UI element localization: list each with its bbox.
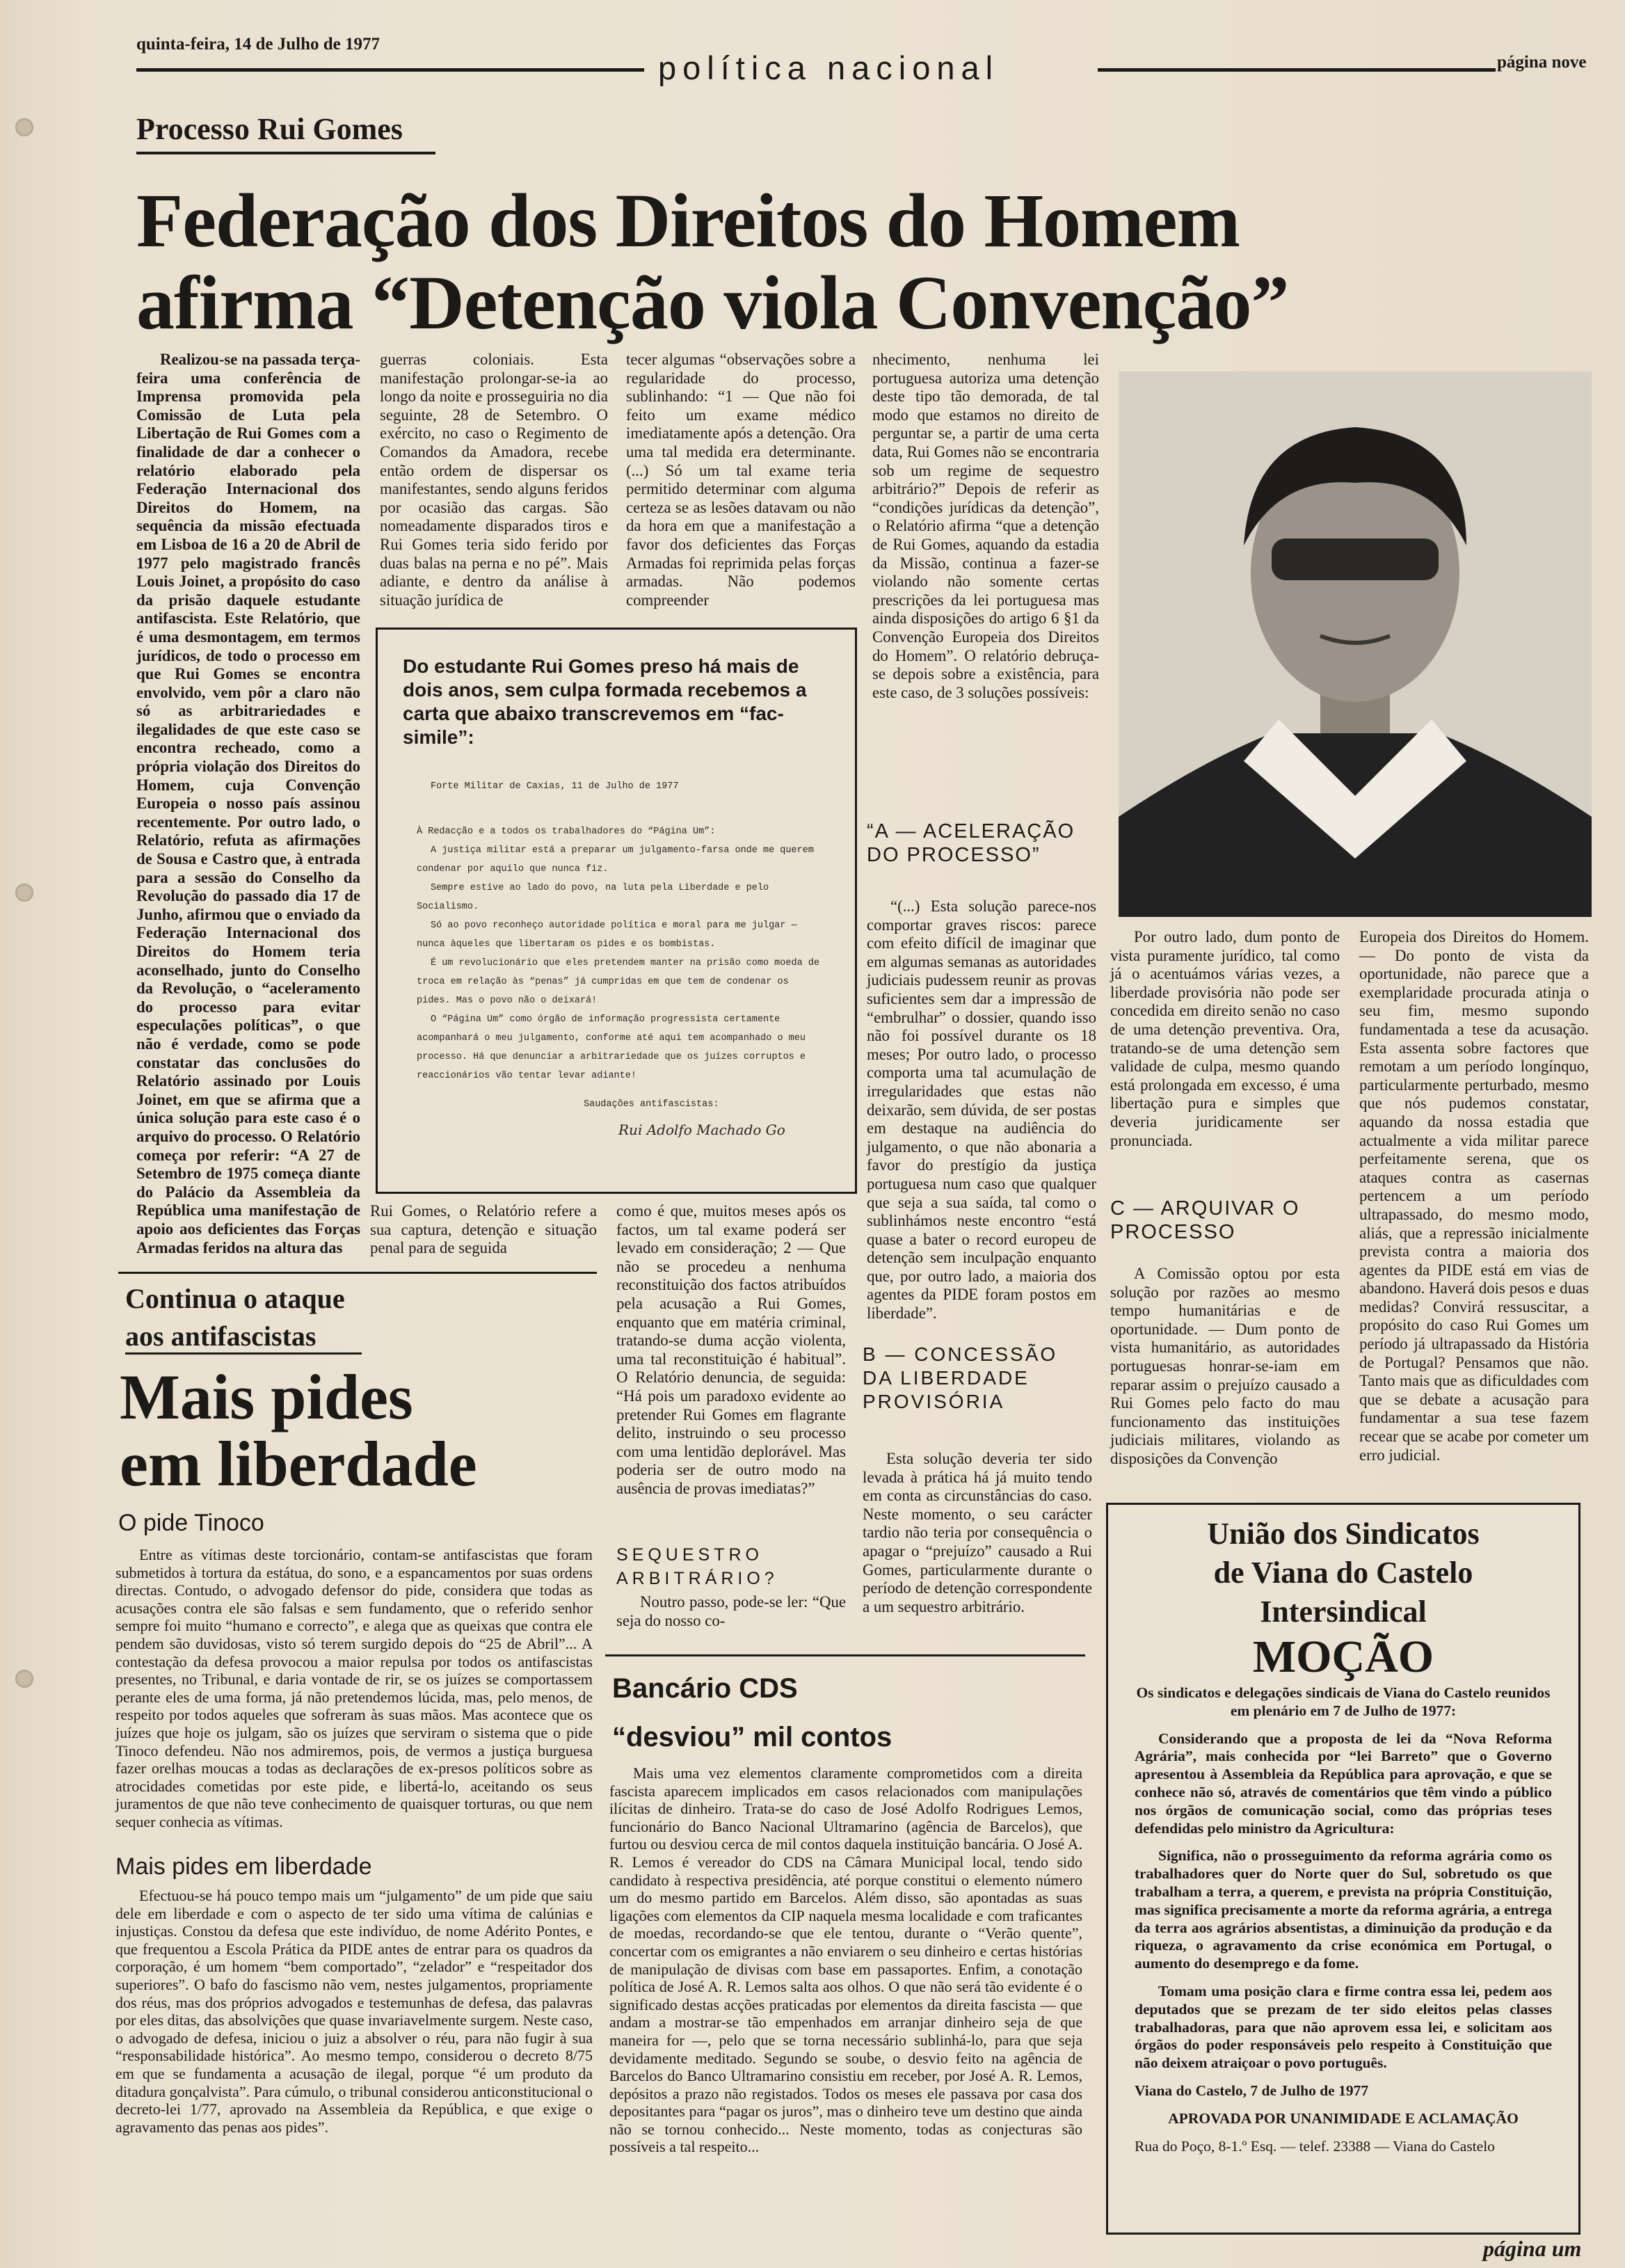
section-divider [605,1654,1085,1656]
mocao-para1: Considerando que a proposta de lei da “Nova Reforma Agrária”, mais conhecida por “lei Barreto” que o Governo apresentou à Assembleia da República para aprovação, e que se conhece não só, através de comentários que têm vindo a público nos órgãos de comunicação social, como das próprias teses defendidas pelo ministro da Agricultura: [1135,1730,1552,1837]
main-col3-top [626,351,856,615]
solution-b-heading: B — CONCESSÃO DA LIBERDADE PROVISÓRIA [863,1343,1058,1412]
letter-line: Só ao povo reconheço autoridade política e moral para me julgar — nunca àqueles que libertaram os pides e os bombistas. [417,920,797,950]
main-col1-text: Realizou-se na passada terça-feira uma conferência de Imprensa promovida pela Comissão de Luta pela Libertação de Rui Gomes com a finalidade de dar a conhecer o relatório elaborado pela Federação Internacional dos Direitos do Homem, na sequência da missão efectuada em Lisboa de 16 a 20 de Abril de 1977 pelo magistrado francês Louis Joinet, a propósito do caso da prisão daquele estudante antifascista. Este Relatório, que é uma desmontagem, em termos jurídicos, de todo o processo em que Rui Gomes se encontra envolvido, vem pôr a claro não só as arbitrariedades e ilegalidades de que este caso se encontra recheado, como a própria violação dos Direitos do Homem, cuja Convenção Europeia o nosso país assinou recentemente. Por outro lado, o Relatório, refuta as afirmações de Sousa e Castro que, à entrada para a sessão do Conselho da Revolução do passado dia 17 de Junho, afirmou que o enviado da Federação Internacional dos Direitos do Homem teria aconselhado, junto do Conselho da Revolução, o “aceleramento do processo para evitar especulações políticas”, o que não é verdade, como se pode constatar das conclusões do Relatório assinado por Louis Joinet, em que se afirma que a única solução para este caso é o arquivo do processo. O Relatório começa por referir: “A 27 de Setembro de 1975 começa diante do Palácio da Assembleia da República uma manifestação de apoio aos deficientes das Forças Armadas feridos na altura das [136,351,360,1256]
mocao-para2: Significa, não o prosseguimento da reforma agrária como os trabalhadores quer do Norte quer do Sul, sobretudo os que trabalham a terra, a querem, e prevista na própria Constituição, mas significa precisamente a morte da reforma agrária, a entrega da terra aos agrários absentistas, a diminuição da produção e da riqueza, o agravamento da crise económica em Portugal, o aumento do desemprego e da fome. [1135,1847,1552,1972]
sequestro-text [616,1593,846,1642]
letter-date: Forte Militar de Caxias, 11 de Julho de 1977 [431,781,679,792]
letter-box [376,628,857,1194]
pides-kicker-line2: aos antifascistas [125,1320,317,1352]
main-col2-bottom-text: Rui Gomes, o Relatório refere a sua captura, detenção e situação penal para de seguida [370,1202,597,1257]
section-divider [118,1272,597,1274]
section-title: política nacional [658,49,1000,86]
pides-text2-body: Efectuou-se há pouco tempo mais um “julgamento” de um pide que saiu dele em liberdade e com o aspecto de ter sido uma vítima de calúnias e injustiças. Constou da defesa que este indivíduo, de nome Adérito Pontes, e que frequentou a Escola Prática da PIDE antes de entrar para os quadros da corporação, é um homem “bem comportado”, “zelador” e “respeitador dos superiores”. O bafo do fascismo não vem, nestes julgamentos, propriamente dos réus, mas dos próprios advogados e testemunhas de defesa, das palavras por eles ditas, das absolvições que quase invariavelmente surgem. Neste caso, o advogado de defesa, iniciou o juiz a absolver o réu, para não fugir à sua “responsabilidade histórica”. Ao mesmo tempo, considerou o decreto 8/75 em que se fundamenta a acusação de ilegal, porque “é um produto da ditadura gonçalvista”. Para cúmulo, o tribunal considerou anticonstitucional o decreto-lei 1/77, aprovado na Assembleia da República, e que exige o agravamento das penas aos pides”. [115,1887,593,2136]
pides-headline-line1: Mais pides [120,1361,413,1432]
mocao-date: Viana do Castelo, 7 de Julho de 1977 [1135,2082,1369,2099]
main-col4-top [872,351,1099,758]
bancario-headline [612,1664,892,1762]
pides-headline [120,1361,477,1499]
main-headline [136,179,1288,344]
header-rule-left [136,68,644,72]
mocao-intro: Os sindicatos e delegações sindicais de Viana do Castelo reunidos em plenário em 7 de Julho de 1977: [1136,1684,1551,1719]
mocao-box [1106,1503,1580,2235]
main-col2-top [380,351,608,615]
main-col2-top-text: guerras coloniais. Esta manifestação prolongar-se-ia ao longo da noite e prosseguiria no dia seguinte, 28 de Setembro. O exército, no caso o Regimento de Comandos da Amadora, recebe então ordem de dispersar os manifestantes, sendo alguns feridos por ocasião das cargas. São nomeadamente disparados tiros e Rui Gomes teria sido ferido por duas balas na perna e no pé”. Mais adiante, e dentro da análise à situação jurídica de [380,351,608,609]
pides-sub2: Mais pides em liberdade [115,1853,372,1880]
mocao-title [1108,1515,1578,1683]
solution-a-heading: “A — ACELERAÇÃO DO PROCESSO” [867,820,1075,866]
mocao-address: Rua do Poço, 8-1.º Esq. — telef. 23388 — Viana do Castelo [1135,2137,1495,2155]
kicker-underline [136,152,435,154]
solution-b-body: Esta solução deveria ter sido levada à prática há já muito tendo em conta as circunstâncias do caso. Neste momento, o seu carácter tardio não teria por consequência o apagar o “prejuízo” causado a Rui Gomes, particularmente durante o período de detenção correspondente a um sequestro arbitrário. [863,1450,1092,1615]
letter-closing: Saudações antifascistas: [584,1099,719,1110]
main-headline-line1: Federação dos Direitos do Homem [136,178,1240,263]
sequestro-heading: SEQUESTRO ARBITRÁRIO? [616,1545,778,1588]
mocao-body [1135,1684,1552,2234]
bancario-text [609,1764,1082,2232]
mocao-approved: APROVADA POR UNANIMIDADE E ACLAMAÇÃO [1168,2109,1519,2127]
letter-line: O “Página Um” como órgão de informação progressista certamente acompanhará o meu julgamento, conforme até aqui tem acompanhado o meu processo. Há que denunciar a arbitrariedade que os juízes corruptos e reaccionários vão tentar levar adiante! [417,1014,806,1081]
main-kicker: Processo Rui Gomes [136,112,403,146]
bancario-headline-line1: Bancário CDS [612,1673,798,1704]
letter-line: Sempre estive ao lado do povo, na luta pela Liberdade e pelo Socialismo. [417,883,769,912]
solution-c-heading: C — ARQUIVAR O PROCESSO [1110,1197,1300,1243]
pides-text2 [115,1887,593,2229]
main-col5-mid-text: Por outro lado, dum ponto de vista puramente jurídico, tal como já o acentuámos várias vezes, a liberdade provisória não pode ser concedida em direito senão no caso de uma detenção preventiva. Ora, tratando-se de uma detenção sem validade de culpa, mesmo quando está prolongada em excesso, é uma libertação pura e simples que deveria juridicamente ser pronunciada. [1110,928,1340,1149]
letter-intro: Do estudante Rui Gomes preso há mais de dois anos, sem culpa formada recebemos a carta que abaixo transcrevemos em “fac-simile”: [403,655,807,748]
binder-hole [15,118,33,136]
main-col3-bottom [616,1202,846,1497]
bancario-text-body: Mais uma vez elementos claramente comprometidos com a direita fascista aparecem implicados em casos relacionados com manipulações ilícitas de dinheiro. Trata-se do caso de José Adolfo Rodrigues Lemos, funcionário do Banco Nacional Ultramarino (agência de Barcelos), que furtou ou desviou cerca de mil contos daquela instituição bancária. O José A. R. Lemos é vereador do CDS na Câmara Municipal local, tendo sido candidato à respectiva presidência, até porque constitui o elemento número um do mesmo partido em Barcelos. Além disso, são apontadas as suas ligações com elementos da CIP naquela mesma localidade e com traficantes de moedas, recordando-se que ele tentou, durante o “Verão quente”, concertar com os emigrantes a não enviarem o seu dinheiro e certas histórias de manipulação de divisas com base em passaportes. Enfim, a conotação política de José A. R. Lemos salta aos olhos. O que não será tão evidente é o significado destas acções praticadas por elementos da direita fascista — que andam a mostrar-se tão empenhados em arranjar dinheiro seja de que maneira for —, pelo que se torna necessário sublinhá-lo, para que seja devidamente meditado. Segundo se soube, o desvio feito na agência de Barcelos do Banco Ultramarino consistiu em receber, por José A. R. Lemos, depósitos a prazo não registados. Todos os meses ele passava por casa dos depositantes para “pagar os juros”, mas o dinheiro teve um destino que ainda não se tornou conhecido... Neste momento, todas as conjecturas são possíveis a tal respeito... [609,1764,1082,2156]
sequestro-text-body: Noutro passo, pode-se ler: “Que seja do nosso co- [616,1593,846,1629]
main-col6-text: Europeia dos Direitos do Homem. — Do ponto de vista da oportunidade, não parece que a exemplaridade procurada atinja o seu fim, mesmo supondo fundamentada a tese da acusação. Esta assenta sobre factores que remotam a um período longínquo, particularmente perturbado, mesmo que nós pudemos constatar, aquando da nossa estadia que actualmente a vida militar parece perfeitamente serena, que os ataques contra as casernas pertencem a um período ultrapassado, do mesmo modo, aliás, que a repressão inicialmente prevista contra a maioria dos agentes da PIDE está em vias de abandono. Haverá dois pesos e duas medidas? Convirá ressuscitar, a propósito do caso Rui Gomes um período já ultrapassado da História de Portugal? Pensamos que não. Tanto mais que as dificuldades com que se debate a acusação para fundamentar a sua tese fazem recear que se acabe por cometer um erro judicial. [1359,928,1589,1464]
binder-hole [15,1670,33,1688]
portrait-photo [1119,372,1592,917]
pides-headline-line2: em liberdade [120,1428,477,1499]
solution-a-text [867,897,1096,1323]
solution-c-text [1110,1265,1340,1501]
main-col5-mid [1110,928,1340,1149]
solution-c-body: A Comissão optou por esta solução por razões ao mesmo tempo humanitárias e de oportunidade. — Dum ponto de vista humanitário, as autoridades portuguesas honrar-se-iam em reparar assim o prejuízo causado a Rui Gomes pelo facto do mau funcionamento das instituições judiciais militares, violando as disposições da Convenção [1110,1265,1340,1467]
letter-facsimile [417,777,827,1174]
letter-line: A justiça militar está a preparar um julgamento-farsa onde me querem condenar por aquilo que nunca fiz. [417,845,814,875]
pides-text1 [115,1546,593,1852]
main-col3-top-text: tecer algumas “observações sobre a regularidade do processo, sublinhando: “1 — Que não foi feito um exame médico imediatamente após a detenção. Ora uma tal medida era determinante. (...) Só um tal exame teria permitido determinar com alguma certeza se as lesões datavam ou não da hora em que a manifestação a favor dos deficientes das Forças Armadas foi reprimida pelas forças armadas. Não podemos compreender [626,351,856,609]
main-headline-line2: afirma “Detenção viola Convenção” [136,260,1289,345]
letter-signature: Rui Adolfo Machado Go [618,1121,785,1138]
main-col6 [1359,928,1589,1528]
letter-line: À Redacção e a todos os trabalhadores do “Página Um”: [417,826,716,837]
header-rule-right [1098,68,1496,72]
main-col2-bottom [370,1202,597,1259]
pides-kicker-underline [125,1352,362,1355]
mocao-title-line2: de Viana do Castelo [1213,1556,1473,1590]
mocao-title-line3: Intersindical [1260,1595,1427,1629]
solution-b-text [863,1450,1092,1638]
mocao-title-line1: União dos Sindicatos [1207,1517,1480,1551]
pides-kicker [125,1280,345,1355]
main-col3-bottom-text: como é que, muitos meses após os factos, um tal exame poderá ser levado em consideração; 2 — Que não se procedeu a nenhuma reconstituição dos factos atribuídos pela acusação a Rui Gomes, enquanto que em matéria criminal, tratando-se duma acção violenta, uma tal reconstituição é habitual”. O Relatório denuncia, de seguida: “Há pois um paradoxo evidente ao pretender Rui Gomes em flagrante delito, instruindo o seu processo com uma lentidão deplorável. Mas poderia ser de outro modo na ausência de provas imediatas?” [616,1202,846,1497]
binder-hole [15,884,33,902]
portrait-svg [1119,372,1592,917]
footer-mark: página um [1483,2236,1582,2261]
solution-a-body: “(...) Esta solução parece-nos comportar graves riscos: parece com efeito difícil de imaginar que em algumas semanas as autoridades judiciais pudessem reunir as provas suficientes sem dar a impressão de “embrulhar” o dossier, quando isso não foi possível durante os 18 meses; Por outro lado, o processo comporta uma tal acumulação de irregularidades que estas não deixarão, sem dúvida, de ser postas em destaque na audiência do julgamento, o que não abonaria a favor do prestígio da justiça portuguesa num caso que qualquer que seja a sua saída, tal como o sublinhámos neste encontro “está quase a bater o record europeu de detenção sem inculpação enquanto que, por outro lado, a maioria dos agentes da PIDE foram postos em liberdade”. [867,897,1096,1323]
header-date: quinta-feira, 14 de Julho de 1977 [136,35,381,54]
pides-text1-body: Entre as vítimas deste torcionário, contam-se antifascistas que foram submetidos à tortura da estátua, do sono, e a espancamentos por suas ordens directas. Contudo, o advogado defensor do pide, considera que todas as acusações contra ele são falsas e sem fundamento, que o referido senhor sempre foi muito “humano e correcto”, e alega que as queixas que contra ele pendem são duvidosas, visto só terem surgido depois do “25 de Abril”... A contestação da defesa provocou a maior repulsa por todos os antifascistas presentes, no Tribunal, e daria vontade de rir, se os juízes se comportassem perante eles de uma forma, já não pretendemos lúcida, mas, pelo menos, de respeito por todos aqueles que sofreram às suas mãos. Mas acontece que os juízes que hoje os julgam, são os juízes que serviram o sistema que o pide Tinoco defendeu. Não nos admiremos, pois, de vermos a justiça burguesa fazer orelhas moucas a todas as declarações de ex-presos políticos sobre as atrocidades cometidas por este pide, e libertá-lo, aceitando os seus juramentos de que não teve conhecimento de quaisquer torturas, ou que nem sequer conhecia as vítimas. [115,1546,593,1830]
mocao-title-line4: MOÇÃO [1252,1631,1434,1682]
letter-line: É um revolucionário que eles pretendem manter na prisão como moeda de troca em relação às “penas” já cumpridas em que tem de condenar os pides. Mas o povo não o deixará! [417,958,819,1006]
bancario-headline-line2: “desviou” mil contos [612,1722,892,1752]
mocao-para3: Tomam uma posição clara e firme contra essa lei, pedem aos deputados que se prezam de ter sido eleitos pelas classes trabalhadoras, para que não aprovem essa lei, e solicitam aos órgãos do poder responsáveis pelo respeito à Constituição que não deixem atraiçoar o povo português. [1135,1982,1552,2072]
page-number: página nove [1497,53,1587,72]
main-col1 [136,351,360,1258]
main-col4-top-text: nhecimento, nenhuma lei portuguesa autoriza uma detenção deste tipo tão demorada, de tal modo que estamos no direito de perguntar se, a partir de uma certa data, Rui Gomes não se encontraria sob um regime de sequestro arbitrário?” Depois de referir as “condições jurídicas da detenção”, o Relatório afirma “que a detenção de Rui Gomes, aquando da estadia da Missão, continua a fazer-se violando não somente certas prescrições da lei portuguesa mas ainda disposições do artigo 6 §1 da Convenção Europeia dos Direitos do Homem”. O relatório debruça-se depois sobre a existência, para este caso, de 3 soluções possíveis: [872,351,1099,701]
pides-kicker-line1: Continua o ataque [125,1283,345,1314]
pides-sub1: O pide Tinoco [118,1510,264,1536]
